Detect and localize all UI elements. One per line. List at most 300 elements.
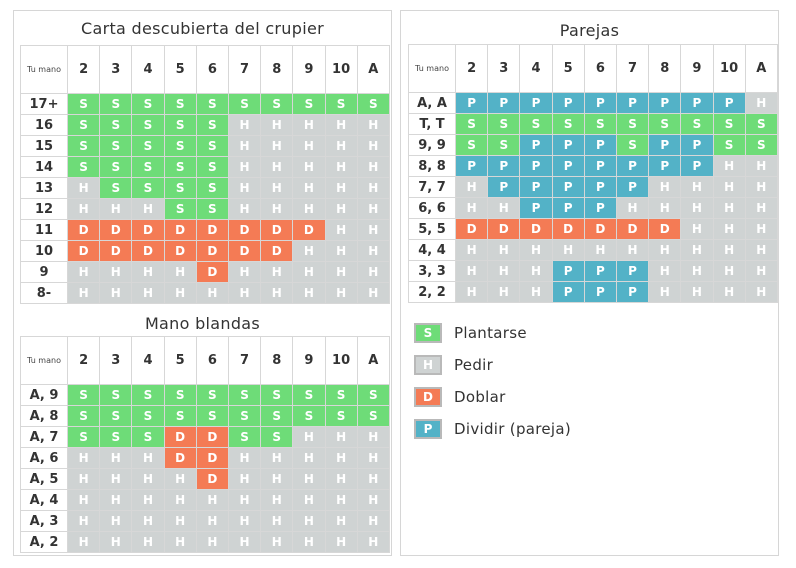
hand-label: 7, 7	[409, 177, 456, 198]
action-cell: H	[293, 199, 325, 220]
action-cell: H	[681, 219, 713, 240]
action-cell: S	[520, 114, 552, 135]
hand-label: 5, 5	[409, 219, 456, 240]
action-cell: D	[584, 219, 616, 240]
action-cell: P	[552, 198, 584, 219]
action-cell: S	[164, 157, 196, 178]
action-cell: H	[261, 469, 293, 490]
hand-label: 17+	[21, 94, 68, 115]
action-cell: H	[745, 219, 777, 240]
action-cell: S	[616, 114, 648, 135]
table-row	[409, 219, 778, 240]
action-cell: S	[745, 114, 777, 135]
table-row	[409, 93, 778, 114]
action-cell: S	[100, 136, 132, 157]
action-cell: H	[68, 490, 100, 511]
action-cell: H	[745, 198, 777, 219]
action-cell: H	[649, 282, 681, 303]
table-row	[21, 427, 390, 448]
action-cell: P	[616, 282, 648, 303]
action-cell: P	[584, 282, 616, 303]
action-cell: H	[228, 448, 260, 469]
action-cell: H	[100, 262, 132, 283]
action-cell: H	[261, 511, 293, 532]
action-cell: D	[196, 427, 228, 448]
action-cell: S	[132, 136, 164, 157]
action-cell: H	[132, 469, 164, 490]
table-row	[21, 469, 390, 490]
action-cell: H	[325, 115, 357, 136]
action-cell: D	[100, 220, 132, 241]
hand-label: 15	[21, 136, 68, 157]
action-cell: S	[357, 94, 389, 115]
action-cell: H	[520, 261, 552, 282]
action-cell: H	[357, 448, 389, 469]
action-cell: P	[584, 261, 616, 282]
action-cell: S	[68, 136, 100, 157]
action-cell: H	[325, 199, 357, 220]
action-cell: H	[357, 427, 389, 448]
action-cell: D	[616, 219, 648, 240]
table-row	[409, 177, 778, 198]
action-cell: S	[132, 157, 164, 178]
action-cell: H	[456, 261, 488, 282]
action-cell: P	[584, 156, 616, 177]
dealer-card-header: 8	[261, 46, 293, 94]
action-cell: P	[681, 135, 713, 156]
dealer-card-header: 3	[488, 45, 520, 93]
action-cell: H	[132, 262, 164, 283]
action-cell: S	[164, 178, 196, 199]
action-cell: H	[293, 178, 325, 199]
action-cell: H	[100, 283, 132, 304]
action-cell: S	[228, 406, 260, 427]
action-cell: H	[293, 136, 325, 157]
legend-item-stand	[414, 322, 571, 344]
dealer-card-header: 7	[228, 337, 260, 385]
dealer-card-header: A	[357, 46, 389, 94]
table-row	[21, 490, 390, 511]
hand-label: 10	[21, 241, 68, 262]
action-cell: P	[584, 177, 616, 198]
action-cell: S	[132, 178, 164, 199]
action-cell: H	[745, 282, 777, 303]
action-cell: H	[325, 283, 357, 304]
action-cell: H	[488, 282, 520, 303]
hand-label: A, 3	[21, 511, 68, 532]
action-cell: H	[196, 532, 228, 553]
table-row	[409, 114, 778, 135]
action-cell: H	[100, 490, 132, 511]
dealer-card-header: 5	[164, 337, 196, 385]
action-cell: H	[681, 261, 713, 282]
action-cell: H	[261, 157, 293, 178]
action-cell: H	[293, 262, 325, 283]
dealer-card-header: 6	[196, 337, 228, 385]
dealer-card-header: 9	[293, 337, 325, 385]
action-cell: S	[228, 427, 260, 448]
action-cell: D	[488, 219, 520, 240]
action-cell: H	[100, 469, 132, 490]
table-row	[21, 157, 390, 178]
action-cell: P	[616, 93, 648, 114]
hand-label: 4, 4	[409, 240, 456, 261]
action-cell: S	[713, 135, 745, 156]
action-cell: H	[357, 283, 389, 304]
action-cell: H	[745, 240, 777, 261]
action-cell: D	[649, 219, 681, 240]
action-cell: H	[584, 240, 616, 261]
dealer-card-header: 5	[552, 45, 584, 93]
legend-label-split: Dividir (pareja)	[454, 420, 572, 438]
action-cell: P	[552, 156, 584, 177]
action-cell: H	[68, 469, 100, 490]
legend-swatch-split: P	[414, 419, 442, 439]
action-cell: S	[132, 94, 164, 115]
action-cell: H	[132, 490, 164, 511]
action-cell: S	[164, 385, 196, 406]
action-cell: P	[584, 198, 616, 219]
dealer-card-header: 10	[325, 46, 357, 94]
action-cell: H	[293, 469, 325, 490]
action-cell: S	[196, 136, 228, 157]
action-cell: D	[228, 220, 260, 241]
action-cell: P	[520, 177, 552, 198]
table-row	[21, 136, 390, 157]
action-cell: S	[196, 94, 228, 115]
action-cell: H	[132, 532, 164, 553]
action-cell: D	[196, 220, 228, 241]
action-cell: H	[68, 178, 100, 199]
action-cell: H	[100, 511, 132, 532]
action-cell: H	[164, 262, 196, 283]
action-cell: S	[132, 115, 164, 136]
action-cell: H	[713, 282, 745, 303]
action-cell: S	[164, 136, 196, 157]
hand-label: A, 8	[21, 406, 68, 427]
action-cell: H	[552, 240, 584, 261]
action-cell: S	[68, 385, 100, 406]
table-row	[21, 385, 390, 406]
hand-label: 11	[21, 220, 68, 241]
action-cell: H	[357, 490, 389, 511]
action-cell: H	[488, 198, 520, 219]
action-cell: S	[681, 114, 713, 135]
action-cell: H	[357, 199, 389, 220]
action-cell: H	[196, 283, 228, 304]
action-cell: P	[552, 135, 584, 156]
action-cell: H	[228, 199, 260, 220]
hand-label: 8, 8	[409, 156, 456, 177]
action-cell: S	[616, 135, 648, 156]
hand-label: 6, 6	[409, 198, 456, 219]
hand-label: 16	[21, 115, 68, 136]
action-cell: P	[649, 93, 681, 114]
action-cell: S	[293, 406, 325, 427]
action-cell: H	[713, 156, 745, 177]
action-cell: H	[261, 115, 293, 136]
dealer-card-header: 4	[132, 46, 164, 94]
dealer-card-header: 7	[228, 46, 260, 94]
dealer-card-header: 2	[68, 337, 100, 385]
table-row	[21, 283, 390, 304]
table-row	[21, 406, 390, 427]
action-cell: H	[325, 220, 357, 241]
action-cell: P	[552, 177, 584, 198]
dealer-card-header: 6	[584, 45, 616, 93]
action-cell: H	[132, 283, 164, 304]
action-cell: H	[132, 199, 164, 220]
action-cell: H	[713, 240, 745, 261]
action-cell: H	[68, 283, 100, 304]
action-cell: S	[488, 114, 520, 135]
action-cell: H	[68, 199, 100, 220]
action-cell: P	[456, 156, 488, 177]
action-cell: D	[196, 448, 228, 469]
pairs-table	[408, 44, 778, 303]
action-cell: H	[132, 511, 164, 532]
action-cell: S	[745, 135, 777, 156]
table-row	[21, 115, 390, 136]
action-cell: H	[713, 261, 745, 282]
action-cell: H	[196, 490, 228, 511]
action-cell: H	[681, 177, 713, 198]
table-row	[409, 198, 778, 219]
action-cell: D	[456, 219, 488, 240]
action-cell: P	[488, 93, 520, 114]
action-cell: H	[164, 532, 196, 553]
action-cell: H	[325, 136, 357, 157]
action-cell: S	[100, 406, 132, 427]
table-row	[409, 240, 778, 261]
action-cell: H	[520, 282, 552, 303]
action-cell: H	[100, 532, 132, 553]
action-cell: D	[228, 241, 260, 262]
action-cell: S	[261, 385, 293, 406]
action-cell: S	[196, 157, 228, 178]
action-cell: H	[681, 240, 713, 261]
legend-swatch-double: D	[414, 387, 442, 407]
action-cell: S	[228, 94, 260, 115]
action-cell: P	[488, 177, 520, 198]
action-cell: H	[325, 490, 357, 511]
action-cell: S	[68, 427, 100, 448]
table-row	[409, 156, 778, 177]
action-cell: H	[132, 448, 164, 469]
dealer-card-header: 3	[100, 337, 132, 385]
table-row	[21, 448, 390, 469]
action-cell: H	[456, 240, 488, 261]
action-cell: S	[100, 385, 132, 406]
action-cell: H	[100, 448, 132, 469]
action-cell: P	[520, 198, 552, 219]
hand-label: A, 9	[21, 385, 68, 406]
action-cell: H	[68, 448, 100, 469]
legend-swatch-stand: S	[414, 323, 442, 343]
action-cell: H	[616, 240, 648, 261]
action-cell: H	[261, 448, 293, 469]
legend-label-double: Doblar	[454, 388, 506, 406]
table-row	[21, 262, 390, 283]
action-cell: H	[357, 220, 389, 241]
action-cell: H	[357, 157, 389, 178]
dealer-card-header: 6	[196, 46, 228, 94]
action-cell: H	[293, 448, 325, 469]
legend-swatch-hit: H	[414, 355, 442, 375]
dealer-card-header: 2	[456, 45, 488, 93]
action-cell: D	[132, 220, 164, 241]
action-cell: S	[261, 94, 293, 115]
hand-label: 8-	[21, 283, 68, 304]
action-cell: S	[713, 114, 745, 135]
action-cell: H	[357, 178, 389, 199]
action-cell: H	[293, 115, 325, 136]
table-row	[21, 199, 390, 220]
dealer-card-header: 10	[325, 337, 357, 385]
table-row	[409, 261, 778, 282]
hand-label: T, T	[409, 114, 456, 135]
action-cell: D	[164, 220, 196, 241]
action-cell: D	[293, 220, 325, 241]
table-row	[21, 94, 390, 115]
hard-hands-title: Carta descubierta del crupier	[81, 19, 324, 38]
corner-label: Tu mano	[21, 46, 68, 94]
action-cell: S	[164, 94, 196, 115]
action-cell: H	[228, 532, 260, 553]
table-row	[21, 178, 390, 199]
action-cell: H	[325, 427, 357, 448]
action-cell: D	[196, 262, 228, 283]
action-cell: H	[325, 262, 357, 283]
action-cell: H	[357, 136, 389, 157]
dealer-card-header: 5	[164, 46, 196, 94]
action-cell: H	[228, 178, 260, 199]
action-cell: D	[261, 220, 293, 241]
dealer-card-header: 4	[132, 337, 164, 385]
action-cell: P	[616, 156, 648, 177]
action-cell: H	[745, 93, 777, 114]
action-cell: H	[357, 115, 389, 136]
action-cell: D	[552, 219, 584, 240]
action-cell: H	[261, 490, 293, 511]
action-cell: S	[100, 115, 132, 136]
hard-hands-table	[20, 45, 390, 304]
dealer-card-header: A	[357, 337, 389, 385]
action-cell: S	[164, 115, 196, 136]
hand-label: A, 2	[21, 532, 68, 553]
action-cell: D	[68, 220, 100, 241]
action-cell: H	[196, 511, 228, 532]
action-cell: P	[616, 261, 648, 282]
action-cell: H	[228, 262, 260, 283]
action-cell: H	[293, 241, 325, 262]
action-cell: S	[649, 114, 681, 135]
action-cell: S	[196, 115, 228, 136]
action-cell: S	[100, 157, 132, 178]
action-cell: S	[100, 178, 132, 199]
action-cell: D	[164, 241, 196, 262]
action-cell: H	[68, 532, 100, 553]
action-cell: H	[325, 469, 357, 490]
soft-hands-title: Mano blandas	[144, 314, 261, 333]
hand-label: 2, 2	[409, 282, 456, 303]
action-cell: H	[164, 490, 196, 511]
action-cell: H	[745, 177, 777, 198]
action-cell: H	[325, 178, 357, 199]
action-cell: S	[357, 406, 389, 427]
action-cell: H	[488, 261, 520, 282]
action-cell: P	[552, 93, 584, 114]
action-cell: P	[520, 93, 552, 114]
dealer-card-header: 8	[649, 45, 681, 93]
action-cell: D	[132, 241, 164, 262]
action-cell: H	[228, 115, 260, 136]
action-cell: D	[164, 427, 196, 448]
action-cell: H	[681, 198, 713, 219]
action-cell: H	[325, 241, 357, 262]
action-cell: P	[520, 135, 552, 156]
action-cell: H	[325, 511, 357, 532]
action-cell: H	[164, 511, 196, 532]
action-cell: S	[68, 157, 100, 178]
table-row	[21, 241, 390, 262]
hand-label: A, 6	[21, 448, 68, 469]
action-cell: H	[261, 178, 293, 199]
action-cell: H	[293, 427, 325, 448]
action-cell: H	[649, 261, 681, 282]
hand-label: 9, 9	[409, 135, 456, 156]
action-cell: H	[293, 532, 325, 553]
action-cell: H	[488, 240, 520, 261]
action-cell: H	[520, 240, 552, 261]
action-cell: H	[681, 282, 713, 303]
action-cell: S	[132, 385, 164, 406]
action-cell: P	[649, 156, 681, 177]
action-cell: H	[357, 469, 389, 490]
action-cell: H	[164, 469, 196, 490]
action-cell: H	[745, 261, 777, 282]
action-cell: S	[196, 199, 228, 220]
hand-label: 9	[21, 262, 68, 283]
action-cell: H	[357, 532, 389, 553]
action-cell: S	[552, 114, 584, 135]
action-cell: P	[520, 156, 552, 177]
action-cell: H	[228, 490, 260, 511]
action-cell: H	[325, 157, 357, 178]
dealer-card-header: 8	[261, 337, 293, 385]
action-cell: S	[293, 94, 325, 115]
action-cell: P	[584, 135, 616, 156]
action-cell: H	[357, 262, 389, 283]
action-cell: H	[164, 283, 196, 304]
hand-label: A, 5	[21, 469, 68, 490]
action-cell: P	[488, 156, 520, 177]
action-cell: H	[325, 448, 357, 469]
action-cell: S	[68, 406, 100, 427]
hand-label: 12	[21, 199, 68, 220]
soft-hands-table	[20, 336, 390, 553]
action-cell: H	[261, 532, 293, 553]
action-cell: H	[261, 262, 293, 283]
action-cell: S	[196, 406, 228, 427]
legend	[414, 322, 571, 450]
action-cell: S	[325, 94, 357, 115]
action-cell: D	[68, 241, 100, 262]
dealer-card-header: 4	[520, 45, 552, 93]
action-cell: H	[293, 511, 325, 532]
action-cell: H	[616, 198, 648, 219]
action-cell: S	[196, 178, 228, 199]
